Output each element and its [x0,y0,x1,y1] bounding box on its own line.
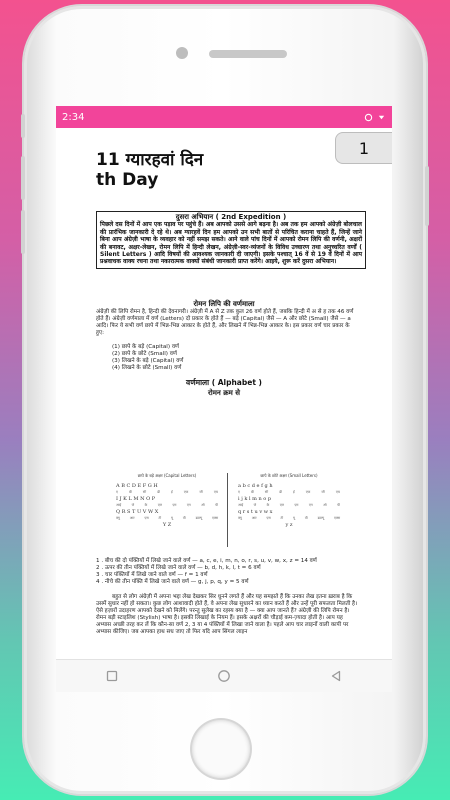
small-row: i j k l m n o p [238,496,272,502]
list-item: (4) लिखने के छोटे (Small) वर्ण [112,365,182,371]
physical-home-button[interactable] [192,720,250,778]
closing-paragraph: बहुत से लोग अंग्रेज़ी में अपना भद्दा लेख देखकर सिर धुनने लगते हैं और यह समझते हैं कि उनका लेख इतना ख़राब है कि उसमें सुधार नहीं हो सकता। कुछ लोग आशावादी होते हैं, वे अपना लेख सुधारने का ध्यान करते हैं और उन्हें पूरी सफलता मिलती है। ऐसे हज़ारों उदाहरण आपको देखने को मिलेंगे। परन्तु सुलेख का रहस्य क्या है — क्या आप जानते हैं? अंग्रेज़ी की लिपि रोमन है। रोमन बड़ी स्टाइलिश (Stylish) भाषा है। इसकी लिखाई के नियम हैं। इसके अक्षरों की चौड़ाई कम-ज़्यादा होती है। आप यह अभ्यास अच्छी तरह कर लें कि कौन-सा वर्ण 2, 3 या 4 पंक्तियों में लिखा जाने वाला है। पहले आप चार लाइनों वाली कापी पर अभ्यास कीजिए। जब आपका हाथ सध जाए तो फिर यदि आप सिंगल लाइन [96,594,358,635]
list-item: (2) छापे के छोटे (Small) वर्ण [112,351,177,357]
home-nav-button[interactable] [212,664,236,688]
alphabet-subheading: रोमन क्रम से [208,389,240,397]
capital-row: A B C D E F G H [116,483,158,489]
capital-row: Q R S T U V W X [116,509,159,515]
status-time: 2:34 [62,111,85,123]
status-bar [56,106,392,128]
mute-switch [21,114,25,138]
title-line-1: 11 ग्यारहवां दिन [96,150,204,170]
square-icon [106,670,118,682]
pronunciation-row: क्यू आर एस टी यू वी डब्ल्यू एक्स [238,516,340,520]
list-item: 2 . ऊपर की तीन पंक्तियों में लिखे जाने वाले वर्ण — b, d, h, k, l, t = 6 वर्ण [96,565,261,571]
list-item: 3 . चार पंक्तियों में लिखे जाने वाले वर्ण — f = 1 वर्ण [96,572,208,578]
recents-button[interactable] [100,664,124,688]
earpiece-speaker [209,50,287,58]
small-header: छापे के छोटे अक्षर (Small Letters) [260,473,318,478]
dropdown-icon [377,113,386,122]
pronunciation-row: ए बी सी डी ई एफ जी एच [116,490,218,494]
intro-paragraph: अंग्रेज़ी की लिपि रोमन है, हिन्दी की देवनागरी। अंग्रेज़ी में A से Z तक कुल 26 वर्ण होते हैं, जबकि हिन्दी में अ से ह तक 46 वर्ण होते हैं। अंग्रेज़ी वर्णमाला में वर्ण (Letters) दो प्रकार के होते हैं — बड़े (Capital) जैसे — A और छोटे (Small) जैसे — a आदि। फिर ये सभी वर्ण छापे में भिन्न-भिन्न आकार के होते हैं, और लिखने में भिन्न-भिन्न आकार के। इस प्रकार वर्ण चार प्रकार के हुए: [96,309,354,336]
pronunciation-row: आई जे के एल एम एन ओ पी [116,503,218,507]
capital-row: Y Z [162,522,172,528]
section-heading: रोमन लिपि की वर्णमाला [193,300,255,308]
column-divider [227,473,228,547]
small-letters-column [238,473,340,528]
pronunciation-row: ए बी सी डी ई एफ जी एच [238,490,340,494]
pronunciation-row: आई जे के एल एम एन ओ पी [238,503,340,507]
page-number-badge[interactable]: 1 [335,132,392,164]
capital-letters-column [116,473,218,528]
status-icons [364,113,386,122]
notes-list [96,558,358,586]
volume-down-button [21,210,25,254]
expedition-box [96,211,366,269]
android-nav-bar [56,659,392,692]
expedition-text: पिछले दस दिनों में आप एक पड़ाव पर पहुंचे हैं। अब आपको उससे आगे बढ़ना है। अब तक हम आपको अंग्रेज़ी बोलचाल की प्रारंभिक जानकारी दे रहे थे। अब ग्यारहवें दिन हम आपको उन सभी बातों से परिचित कराना चाहते हैं, जिन्हें जाने बिना आप अंग्रेज़ी भाषा के व्यवहार को नहीं समझ सकते। आने वाले पांच दिनों में आपको रोमन लिपि की वर्णनी, अक्षरों की बनावट, अक्षर-लेखन, रोमन लिपि में हिन्दी लेखन, अंग्रेज़ी-स्वर-व्यंजनों के विविध उच्चारण तथा अनुच्चरित वर्णों ( Silent Letters ) आदि विषयों की आवश्यक जानकारी दी जाएगी। इसके पश्चात् 16 वें से 19 वें दिनों में आप प्रश्नवाचक वाक्य रचना तथा नकारात्मक वाक्यों संबंधी जानकारी प्राप्त करेंगे। आइये, शुरू करें दुसरा अभियान। [100,221,362,266]
capital-row: I J K L M N O P [116,496,156,502]
pronunciation-row: क्यू आर एस टी यू वी डब्ल्यू एक्स [116,516,218,520]
phone-screen [56,106,392,692]
alphabet-heading: वर्णमाला ( Alphabet ) [186,378,262,387]
list-item: (3) लिखने के बड़े (Capital) वर्ण [112,358,184,364]
document-page[interactable] [56,128,392,660]
back-button[interactable] [324,664,348,688]
capital-header: छापे के बड़े अक्षर (Capital Letters) [137,473,197,478]
circle-icon [217,669,231,683]
page-title [96,150,203,190]
list-item: 1 . बीच की दो पंक्तियों में लिखे जाने वाले वर्ण — a, c, e, i, m, n, o, r, s, u, v, w, x, z = 14 वर्ण [96,558,317,564]
alphabet-table [116,473,340,551]
expedition-title: दुसरा अभियान ( 2nd Expedition ) [175,213,287,221]
volume-up-button [21,156,25,200]
power-button [425,166,429,226]
title-line-2: th Day [96,170,159,190]
front-camera [176,47,188,59]
letter-types-list [112,344,183,372]
sync-icon [364,113,373,122]
list-item: 4 . नीचे की तीन पंक्ति में लिखे जाने वाले वर्ण — g, j, p, q, y = 5 वर्ण [96,579,249,585]
small-row: y z [285,522,293,528]
small-row: q r s t u v w x [238,509,273,515]
small-row: a b c d e f g h [238,483,273,489]
back-triangle-icon [330,670,342,682]
list-item: (1) छापे के बड़े (Capital) वर्ण [112,344,179,350]
